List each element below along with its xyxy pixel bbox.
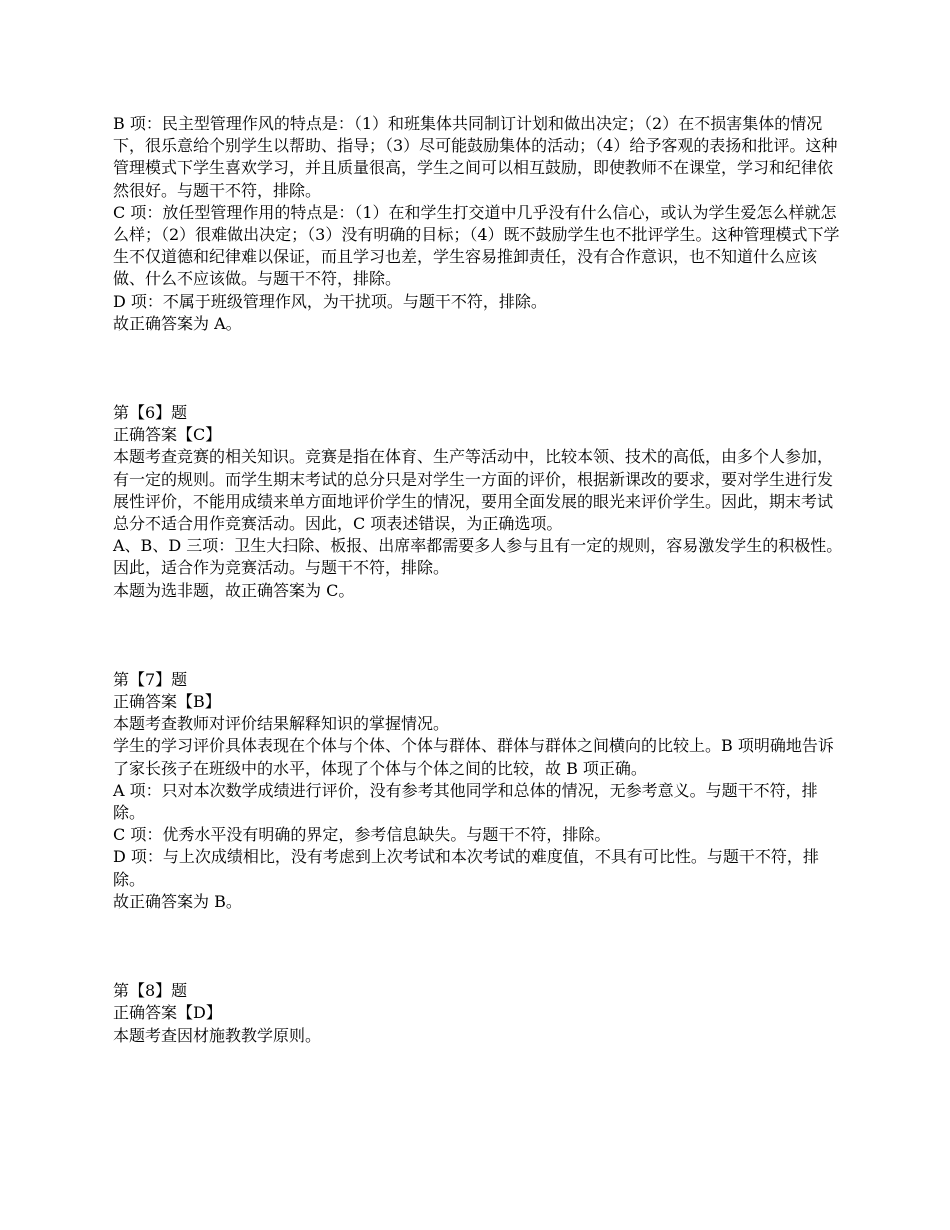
conclusion: 故正确答案为 B。	[113, 891, 242, 911]
explanation-paragraph: C 项：优秀水平没有明确的界定，参考信息缺失。与题干不符，排除。	[113, 825, 611, 845]
option-b-analysis: B 项：民主型管理作风的特点是：（1）和班集体共同制订计划和做出决定；（2）在不损害集体的情况下，很乐意给个别学生以帮助、指导；（3）尽可能鼓励集体的活动；（4）给予客观的表扬和批评。这种管理模式下学生喜欢学习，并且质量很高，学生之间可以相互鼓励，即使教师不在课堂，学习和纪律依然很好。与题干不符，排除。	[113, 114, 838, 200]
correct-answer: 正确答案【D】	[113, 1003, 222, 1023]
section-gap	[113, 335, 848, 402]
question-title: 第【8】题	[113, 981, 188, 1001]
explanation-paragraph: A 项：只对本次数学成绩进行评价，没有参考其他同学和总体的情况，无参考意义。与题干不符，排除。	[113, 780, 818, 823]
question-7	[113, 669, 848, 913]
intro-block	[113, 113, 848, 335]
document-page	[113, 113, 848, 1047]
question-8	[113, 980, 848, 1047]
explanation-paragraph: 学生的学习评价具体表现在个体与个体、个体与群体、群体与群体之间横向的比较上。B 项明确地告诉了家长孩子在班级中的水平，体现了个体与个体之间的比较，故 B 项正确。	[113, 736, 834, 778]
explanation-paragraph: A、B、D 三项：卫生大扫除、板报、出席率都需要多人参与且有一定的规则，容易激发学生的积极性。因此，适合作为竞赛活动。与题干不符，排除。	[113, 536, 843, 578]
question-title: 第【6】题	[113, 403, 188, 423]
explanation-paragraph: D 项：与上次成绩相比，没有考虑到上次考试和本次考试的难度值，不具有可比性。与题干不符，排除。	[113, 847, 819, 889]
question-6	[113, 402, 848, 602]
correct-answer: 正确答案【C】	[113, 425, 222, 445]
option-c-analysis: C 项：放任型管理作用的特点是：（1）在和学生打交道中几乎没有什么信心，或认为学生爱怎么样就怎么样；（2）很难做出决定；（3）没有明确的目标；（4）既不鼓励学生也不批评学生。这种管理模式下学生不仅道德和纪律难以保证，而且学习也差，学生容易推卸责任，没有合作意识，也不知道什么应该做、什么不应该做。与题干不符，排除。	[113, 202, 840, 289]
correct-answer: 正确答案【B】	[113, 692, 221, 712]
option-d-analysis: D 项：不属于班级管理作风，为干扰项。与题干不符，排除。	[113, 291, 547, 311]
explanation-paragraph: 本题考查竞赛的相关知识。竞赛是指在体育、生产等活动中，比较本领、技术的高低，由多个人参加，有一定的规则。而学生期末考试的总分只是对学生一方面的评价，根据新课改的要求，要对学生进行发展性评价，不能用成绩来单方面地评价学生的情况，要用全面发展的眼光来评价学生。因此，期末考试总分不适合用作竞赛活动。因此，C 项表述错误，为正确选项。	[113, 447, 834, 534]
explanation-paragraph: 本题考查教师对评价结果解释知识的掌握情况。	[113, 714, 450, 734]
explanation-paragraph: 本题考查因材施教教学原则。	[113, 1025, 322, 1045]
question-title: 第【7】题	[113, 669, 188, 689]
conclusion: 故正确答案为 A。	[113, 313, 242, 333]
section-gap	[113, 913, 848, 980]
conclusion: 本题为选非题，故正确答案为 C。	[113, 580, 355, 600]
section-gap	[113, 602, 848, 669]
